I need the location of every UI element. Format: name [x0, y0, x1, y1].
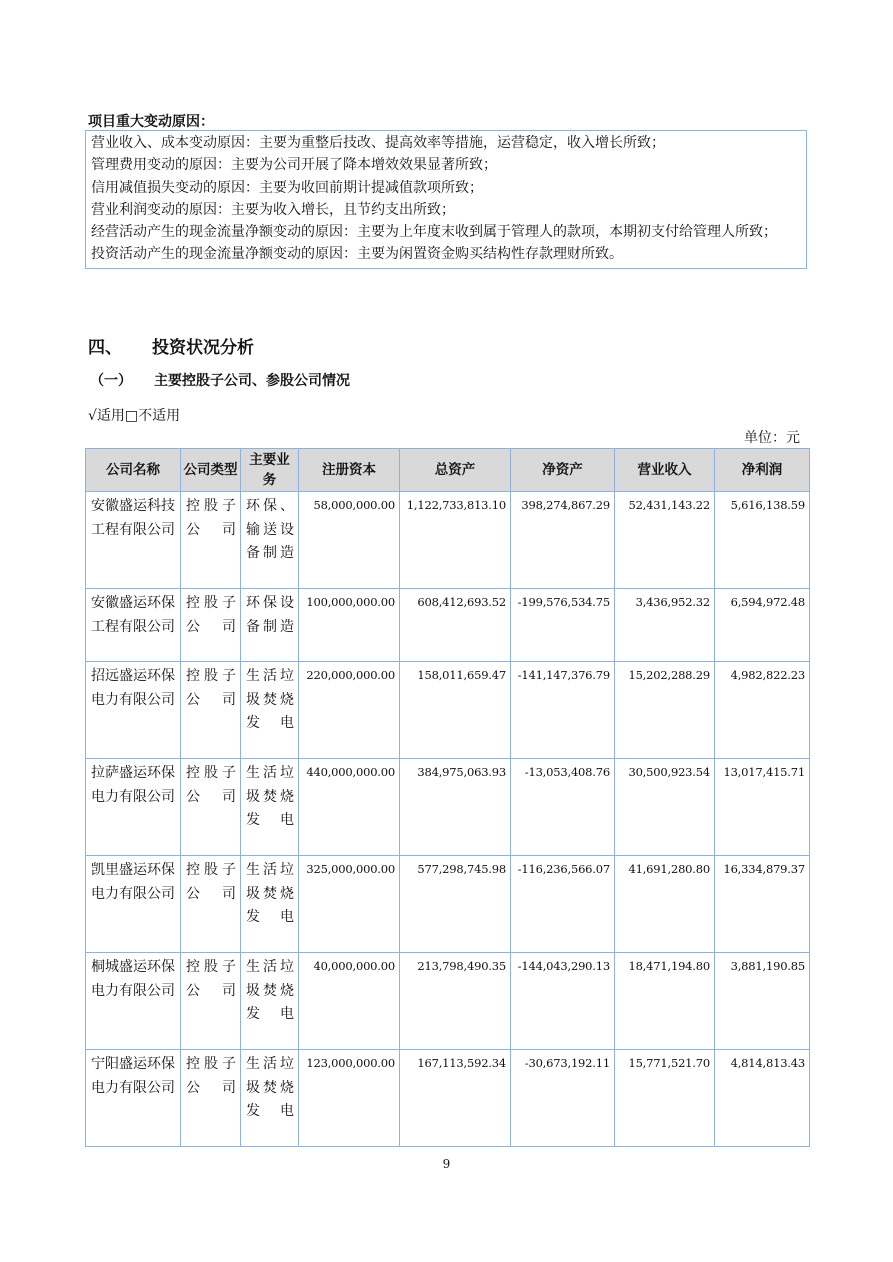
cell-total-assets: 213,798,490.35 [400, 953, 511, 1050]
reasons-title: 项目重大变动原因： [88, 114, 214, 130]
table-row [86, 589, 810, 662]
cell-company-name: 桐城盛运环保电力有限公司 [86, 953, 181, 1050]
cell-net-assets: 398,274,867.29 [511, 492, 615, 589]
cell-main-business: 环保、输送设备制造 [241, 492, 299, 589]
cell-revenue: 15,202,288.29 [615, 662, 715, 759]
header-company-type: 公司类型 [181, 449, 241, 492]
cell-net-assets: -199,576,534.75 [511, 589, 615, 662]
cell-net-profit: 13,017,415.71 [715, 759, 810, 856]
cell-revenue: 52,431,143.22 [615, 492, 715, 589]
reason-line: 管理费用变动的原因：主要为公司开展了降本增效效果显著所致； [91, 157, 497, 174]
cell-net-profit: 6,594,972.48 [715, 589, 810, 662]
cell-total-assets: 577,298,745.98 [400, 856, 511, 953]
cell-company-name: 招远盛运环保电力有限公司 [86, 662, 181, 759]
cell-registered-capital: 40,000,000.00 [299, 953, 400, 1050]
table-row [86, 492, 810, 589]
applicability-note: √适用□不适用 [88, 408, 181, 424]
cell-main-business: 生活垃圾焚烧发电 [241, 856, 299, 953]
cell-registered-capital: 325,000,000.00 [299, 856, 400, 953]
cell-registered-capital: 100,000,000.00 [299, 589, 400, 662]
reason-line: 营业利润变动的原因：主要为收入增长，且节约支出所致； [91, 201, 455, 218]
cell-total-assets: 1,122,733,813.10 [400, 492, 511, 589]
cell-main-business: 环保设备制造 [241, 589, 299, 662]
reason-line: 投资活动产生的现金流量净额变动的原因：主要为闲置资金购买结构性存款理财所致。 [91, 246, 623, 263]
cell-net-profit: 16,334,879.37 [715, 856, 810, 953]
table-header-row [86, 449, 810, 492]
cell-revenue: 18,471,194.80 [615, 953, 715, 1050]
cell-net-profit: 4,814,813.43 [715, 1050, 810, 1147]
cell-net-assets: -141,147,376.79 [511, 662, 615, 759]
cell-company-name: 宁阳盛运环保电力有限公司 [86, 1050, 181, 1147]
section-heading [88, 333, 254, 358]
cell-company-type: 控股子公司 [181, 1050, 241, 1147]
cell-revenue: 3,436,952.32 [615, 589, 715, 662]
cell-net-assets: -13,053,408.76 [511, 759, 615, 856]
cell-net-profit: 5,616,138.59 [715, 492, 810, 589]
cell-total-assets: 158,011,659.47 [400, 662, 511, 759]
cell-net-profit: 3,881,190.85 [715, 953, 810, 1050]
header-net-profit: 净利润 [715, 449, 810, 492]
table-row [86, 856, 810, 953]
cell-revenue: 41,691,280.80 [615, 856, 715, 953]
cell-main-business: 生活垃圾焚烧发电 [241, 759, 299, 856]
cell-company-name: 安徽盛运科技工程有限公司 [86, 492, 181, 589]
cell-revenue: 15,771,521.70 [615, 1050, 715, 1147]
cell-total-assets: 608,412,693.52 [400, 589, 511, 662]
reason-line: 信用减值损失变动的原因：主要为收回前期计提减值款项所致； [91, 179, 483, 196]
cell-company-type: 控股子公司 [181, 759, 241, 856]
cell-company-name: 拉萨盛运环保电力有限公司 [86, 759, 181, 856]
table-row [86, 759, 810, 856]
cell-company-type: 控股子公司 [181, 953, 241, 1050]
section-title: 投资状况分析 [152, 338, 254, 358]
reason-line: 营业收入、成本变动原因：主要为重整后技改、提高效率等措施，运营稳定，收入增长所致； [91, 135, 665, 151]
header-total-assets: 总资产 [400, 449, 511, 492]
cell-registered-capital: 123,000,000.00 [299, 1050, 400, 1147]
cell-total-assets: 167,113,592.34 [400, 1050, 511, 1147]
subsection-number: （一） [90, 373, 132, 389]
cell-net-assets: -116,236,566.07 [511, 856, 615, 953]
table-row [86, 953, 810, 1050]
table-row [86, 1050, 810, 1147]
header-revenue: 营业收入 [615, 449, 715, 492]
cell-company-type: 控股子公司 [181, 856, 241, 953]
header-net-assets: 净资产 [511, 449, 615, 492]
cell-company-name: 安徽盛运环保工程有限公司 [86, 589, 181, 662]
cell-total-assets: 384,975,063.93 [400, 759, 511, 856]
subsection-title: 主要控股子公司、参股公司情况 [154, 373, 350, 389]
header-main-business: 主要业务 [241, 449, 299, 492]
cell-main-business: 生活垃圾焚烧发电 [241, 662, 299, 759]
header-company-name: 公司名称 [86, 449, 181, 492]
page-number: 9 [442, 1157, 451, 1171]
cell-company-type: 控股子公司 [181, 662, 241, 759]
subsection-heading [90, 370, 350, 390]
cell-company-name: 凯里盛运环保电力有限公司 [86, 856, 181, 953]
cell-company-type: 控股子公司 [181, 492, 241, 589]
cell-net-assets: -144,043,290.13 [511, 953, 615, 1050]
cell-main-business: 生活垃圾焚烧发电 [241, 1050, 299, 1147]
reasons-box [85, 130, 807, 269]
header-registered-capital: 注册资本 [299, 449, 400, 492]
cell-main-business: 生活垃圾焚烧发电 [241, 953, 299, 1050]
cell-net-assets: -30,673,192.11 [511, 1050, 615, 1147]
unit-label: 单位：元 [744, 430, 800, 446]
cell-company-type: 控股子公司 [181, 589, 241, 662]
subsidiaries-table [85, 448, 810, 1147]
cell-revenue: 30,500,923.54 [615, 759, 715, 856]
cell-registered-capital: 440,000,000.00 [299, 759, 400, 856]
cell-registered-capital: 58,000,000.00 [299, 492, 400, 589]
cell-registered-capital: 220,000,000.00 [299, 662, 400, 759]
section-number: 四、 [88, 338, 122, 358]
cell-net-profit: 4,982,822.23 [715, 662, 810, 759]
reason-line: 经营活动产生的现金流量净额变动的原因：主要为上年度末收到属于管理人的款项，本期初支付给管理人所致； [91, 224, 777, 241]
table-row [86, 662, 810, 759]
